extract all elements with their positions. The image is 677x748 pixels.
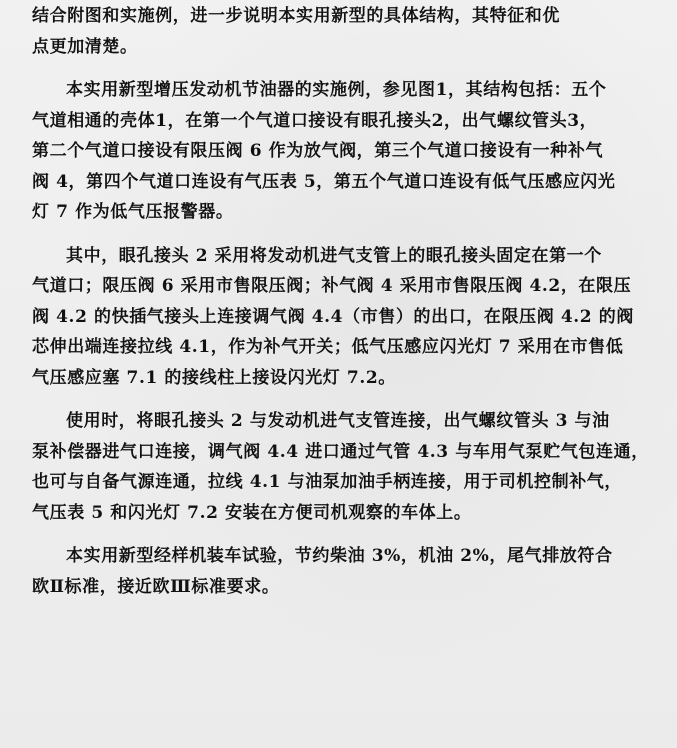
text-line: 本实用新型增压发动机节油器的实施例，参见图1，其结构包括：五个 [66,80,607,100]
paragraph-intro [32,1,660,62]
text-line: 也可与自备气源连通，拉线 4.1 与油泵加油手柄连接，用于司机控制补气， [32,472,623,492]
text-line: 第二个气道口接设有限压阀 6 作为放气阀，第三个气道口接设有一种补气 [32,141,604,161]
paragraph-details [32,241,660,394]
document-body [32,0,660,602]
text-line: 芯伸出端连接拉线 4.1，作为补气开关；低气压感应闪光灯 7 采用在市售低 [32,337,624,357]
text-line: 本实用新型经样机装车试验，节约柴油 3%，机油 2%，尾气排放符合 [66,546,613,566]
text-line: 欧Ⅱ标准，接近欧Ⅲ标准要求。 [32,576,280,597]
paragraph-usage [32,406,660,528]
text-line: 气道口；限压阀 6 采用市售限压阀；补气阀 4 采用市售限压阀 4.2，在限压 [32,276,632,296]
text-line: 结合附图和实施例，进一步说明本实用新型的具体结构，其特征和优 [32,6,560,26]
text-line: 气压感应塞 7.1 的接线柱上接设闪光灯 7.2。 [32,367,396,388]
text-line: 使用时，将眼孔接头 2 与发动机进气支管连接，出气螺纹管头 3 与油 [66,411,610,431]
text-line: 点更加清楚。 [32,36,138,57]
text-line: 气道相通的壳体1，在第一个气道口接设有眼孔接头2，出气螺纹管头3， [32,110,598,131]
text-line: 泵补偿器进气口连接，调气阀 4.4 进口通过气管 4.3 与车用气泵贮气包连通， [32,441,649,462]
text-line: 其中，眼孔接头 2 采用将发动机进气支管上的眼孔接头固定在第一个 [66,245,602,266]
paragraph-embodiment [32,75,660,228]
text-line: 阀 4，第四个气道口连设有气压表 5，第五个气道口连设有低气压感应闪光 [32,171,616,192]
text-line: 阀 4.2 的快插气接头上连接调气阀 4.4（市售）的出口，在限压阀 4.2 的阀 [32,306,634,327]
text-line: 灯 7 作为低气压报警器。 [32,202,234,222]
paragraph-results [32,541,660,602]
text-line: 气压表 5 和闪光灯 7.2 安装在方便司机观察的车体上。 [32,502,472,523]
